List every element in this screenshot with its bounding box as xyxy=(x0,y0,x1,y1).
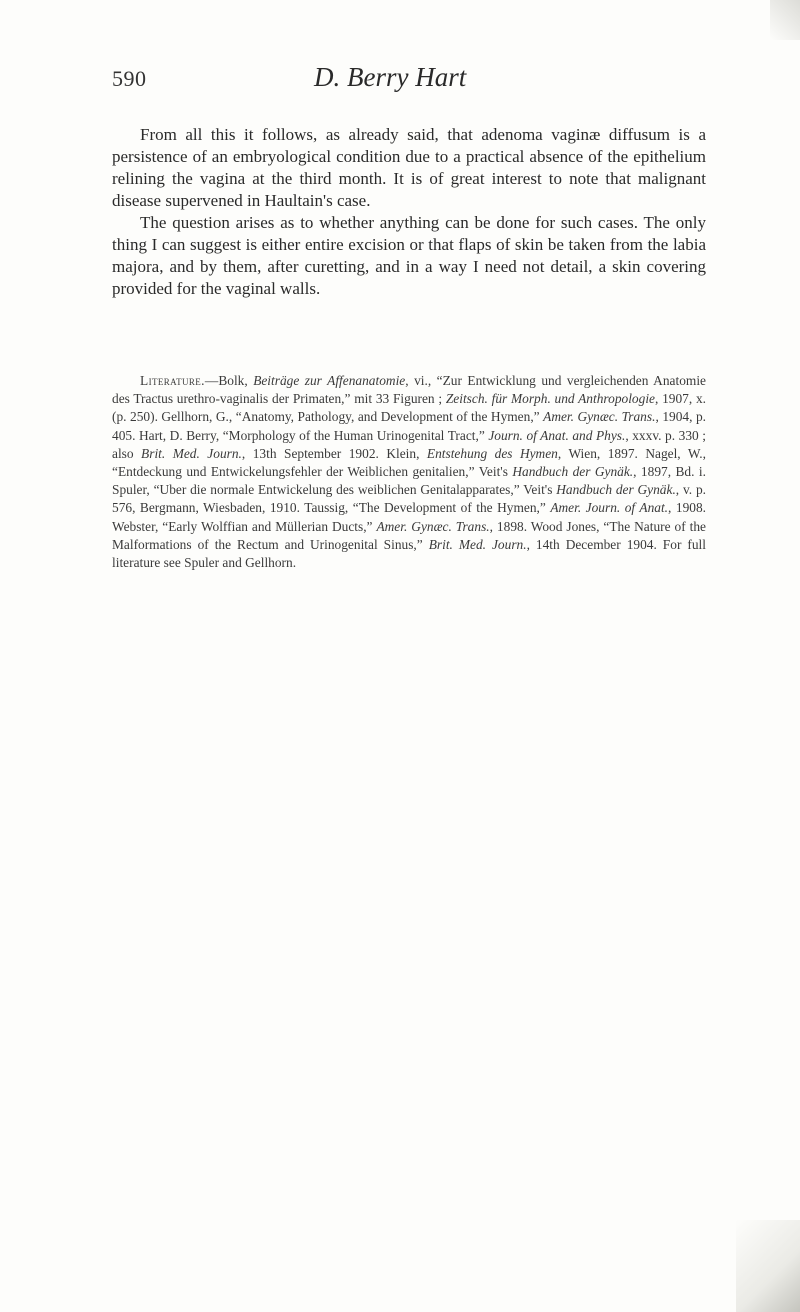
literature-label: Literature. xyxy=(140,373,205,388)
literature-section xyxy=(112,372,706,572)
literature-journal: Brit. Med. Journ. xyxy=(428,536,527,552)
literature-text: —Bolk, xyxy=(204,373,254,388)
page-corner-shadow xyxy=(736,1220,800,1312)
literature-text: , Wien, 1897. Nagel, W., “Entdeckung und Entwickelungsfehler der Weiblichen genitalien,” Veit's xyxy=(112,445,706,480)
literature-journal: Entstehung des Hymen xyxy=(426,445,558,461)
body-text xyxy=(112,124,706,300)
literature-paragraph xyxy=(112,372,706,572)
page-edge-shadow xyxy=(770,0,800,40)
literature-text: , 1904, p. 405. Hart, D. Berry, “Morphology of the Human Urinogenital Tract,” xyxy=(112,409,707,443)
literature-text: , v. p. 576, Bergmann, Wiesbaden, 1910. Taussig, “The Development of the Hymen,” xyxy=(112,482,706,516)
paragraph-treatment: The question arises as to whether anything can be done for such cases. The only thing I can suggest is either entire excision or that flaps of skin be taken from the labia majora, and by them, after curetting, and in a way I need not detail, a skin covering provided for the vaginal walls. xyxy=(112,213,706,298)
literature-journal: Journ. of Anat. and Phys. xyxy=(488,427,626,443)
literature-journal: Amer. Gynæc. Trans. xyxy=(543,409,656,425)
literature-text: , 1908. Webster, “Early Wolffian and Müllerian Ducts,” xyxy=(112,500,707,534)
literature-journal: Brit. Med. Journ. xyxy=(141,445,242,461)
literature-text: , 1897, Bd. i. Spuler, “Uber die normale Entwickelung des weiblichen Genitalapparates,” Veit's xyxy=(112,464,706,498)
page-header xyxy=(112,62,702,102)
literature-journal: Handbuch der Gynäk. xyxy=(556,482,676,498)
literature-text: , 14th December 1904. For full literature see Spuler and Gellhorn. xyxy=(112,536,706,571)
paragraph-adenoma: From all this it follows, as already said, that adenoma vaginæ diffusum is a persistence of an embryological condition due to a practical absence of the epithelium relining the vagina at the third month. It is of great interest to note that malignant disease supervened in Haultain's case. xyxy=(112,125,706,210)
literature-journal: Amer. Journ. of Anat. xyxy=(550,500,669,516)
literature-journal: Zeitsch. für Morph. und Anthropologie xyxy=(445,391,655,407)
running-head: D. Berry Hart xyxy=(314,62,467,92)
literature-text: , 1907, x. (p. 250). Gellhorn, G., “Anatomy, Pathology, and Development of the Hymen,” xyxy=(112,391,707,425)
literature-text: , xxxv. p. 330 ; also xyxy=(112,427,706,461)
literature-journal: Beiträge zur Affenanatomie xyxy=(253,373,406,388)
literature-text: , 1898. Wood Jones, “The Nature of the Malformations of the Rectum and Urinogenital Sinus,” xyxy=(112,518,706,552)
literature-journal: Handbuch der Gynäk. xyxy=(512,464,634,480)
literature-journal: Amer. Gynæc. Trans. xyxy=(376,518,490,534)
literature-text: , vi., “Zur Entwicklung und vergleichenden Anatomie des Tractus urethro-vaginalis der Primaten,” mit 33 Figuren ; xyxy=(112,373,706,407)
literature-text: , 13th September 1902. Klein, xyxy=(241,445,427,461)
page-number: 590 xyxy=(112,66,147,91)
